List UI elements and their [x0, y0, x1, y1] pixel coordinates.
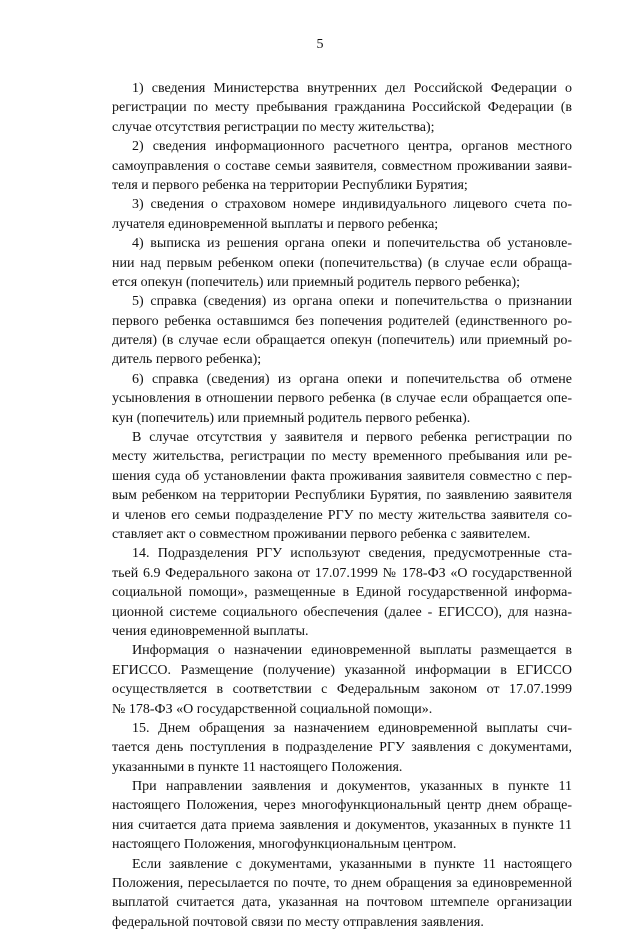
text-line: 5) справка (сведения) из органа опеки и попечительства о признании — [132, 294, 572, 310]
text-line: ЕГИССО. Размещение (получение) указанной информации в ЕГИССО — [112, 662, 572, 678]
paragraph — [112, 137, 572, 195]
text-line: ется опекун (попечитель) или приемный родитель первого ребенка); — [112, 274, 521, 290]
text-line: Информация о назначении единовременной выплаты размещается в — [132, 643, 572, 659]
paragraph — [112, 234, 572, 292]
text-line: 2) сведения информационного расчетного центра, органов местного — [132, 139, 572, 155]
text-line: 6) справка (сведения) из органа опеки и попечительства об отмене — [132, 371, 572, 387]
text-line: чения единовременной выплаты. — [112, 623, 309, 639]
text-line: первого ребенка оставшимся без попечения родителей (единственного ро- — [112, 313, 572, 329]
text-line: федеральной почтовой связи по месту отправления заявления. — [112, 914, 484, 930]
text-line: теля и первого ребенка на территории Республики Бурятия; — [112, 177, 468, 193]
paragraph — [112, 79, 572, 137]
text-line: настоящего Положения, многофункциональным центром. — [112, 837, 457, 853]
text-line: кун (попечитель) или приемный родитель первого ребенка). — [112, 410, 471, 426]
text-line: Если заявление с документами, указанными в пункте 11 настоящего — [132, 856, 572, 872]
paragraph — [112, 641, 572, 719]
text-line: При направлении заявления и документов, указанных в пункте 11 — [132, 779, 572, 795]
text-line: настоящего Положения, через многофункциональный центр днем обраще- — [112, 798, 572, 814]
text-line: ния считается дата приема заявления и документов, указанных в пункте 11 — [112, 817, 572, 833]
paragraph — [112, 370, 572, 428]
text-line: 3) сведения о страховом номере индивидуального лицевого счета по- — [132, 197, 572, 213]
paragraph — [112, 195, 572, 234]
paragraph — [112, 544, 572, 641]
paragraph — [112, 777, 572, 855]
text-line: самоуправления о составе семьи заявителя, совместном проживании заяви- — [112, 158, 572, 174]
paragraph — [112, 292, 572, 370]
text-line: тается день поступления в подразделение РГУ заявления с документами, — [112, 740, 572, 756]
text-line: усыновления в отношении первого ребенка (в случае если обращается опе- — [112, 391, 572, 407]
text-line: социальной помощи», размещенные в Единой государственной информа- — [112, 585, 572, 601]
text-line: указанными в пункте 11 настоящего Положения. — [112, 759, 403, 775]
paragraph — [112, 719, 572, 777]
text-line: 14. Подразделения РГУ используют сведения, предусмотренные ста- — [132, 546, 572, 562]
text-line: лучателя единовременной выплаты и первого ребенка; — [112, 216, 439, 232]
text-line: ставляет акт о совместном проживании первого ребенка с заявителем. — [112, 526, 531, 542]
text-line: тьей 6.9 Федерального закона от 17.07.1999 № 178-ФЗ «О государственной — [112, 565, 572, 581]
text-line: выплатой считается дата, указанная на почтовом штемпеле организации — [112, 895, 572, 911]
text-line: Положения, пересылается по почте, то днем обращения за единовременной — [112, 876, 572, 892]
text-line: регистрации по месту пребывания гражданина Российской Федерации (в — [112, 100, 572, 116]
text-line: дителя) (в случае если обращается опекун (попечитель) или приемный ро- — [112, 333, 572, 349]
page-number: 5 — [316, 37, 324, 52]
text-line: № 178-ФЗ «О государственной социальной помощи». — [112, 701, 433, 717]
text-line: вым ребенком на территории Республики Бурятия, по заявлению заявителя — [112, 488, 572, 504]
text-line: шения суда об установлении факта проживания заявителя совместно с пер- — [112, 468, 572, 484]
text-line: нии над первым ребенком опеки (попечительства) (в случае если обраща- — [112, 255, 572, 271]
text-line: 15. Днем обращения за назначением единовременной выплаты счи- — [132, 720, 572, 736]
paragraph — [112, 855, 572, 932]
paragraph — [112, 428, 572, 544]
text-line: случае отсутствия регистрации по месту жительства); — [112, 119, 435, 135]
text-line: 4) выписка из решения органа опеки и попечительства об установле- — [132, 236, 572, 252]
text-line: месту жительства, регистрации по месту временного пребывания или ре- — [112, 449, 572, 465]
document-body — [112, 79, 572, 932]
text-line: ционной системе социального обеспечения (далее - ЕГИССО), для назна- — [112, 604, 572, 620]
text-line: 1) сведения Министерства внутренних дел Российской Федерации о — [132, 81, 572, 96]
text-line: дитель первого ребенка); — [112, 352, 262, 368]
text-line: В случае отсутствия у заявителя и первого ребенка регистрации по — [132, 430, 572, 446]
text-line: и членов его семьи подразделение РГУ по месту жительства заявителя со- — [112, 507, 572, 523]
text-line: осуществляется в соответствии с Федеральным законом от 17.07.1999 — [112, 682, 572, 698]
